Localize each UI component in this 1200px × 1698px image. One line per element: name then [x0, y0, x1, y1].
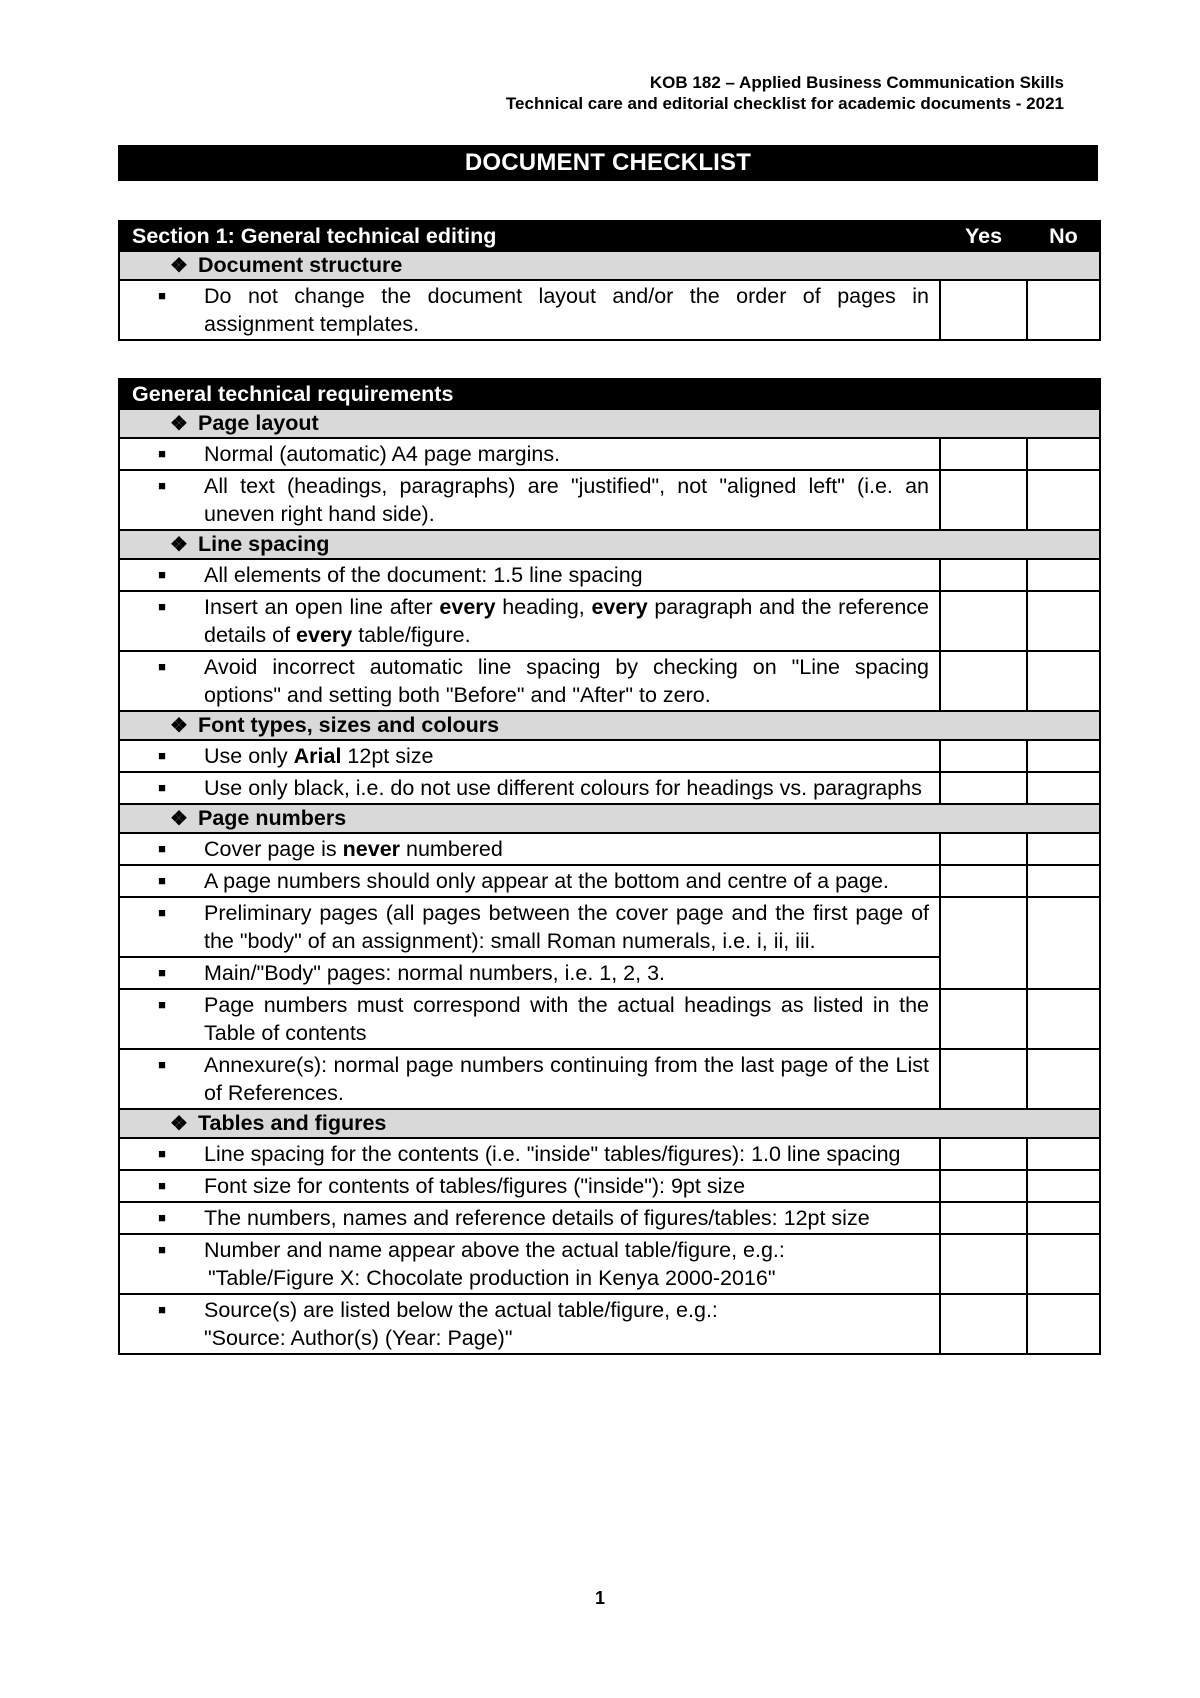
header-subtitle: Technical care and editorial checklist for academic documents - 2021	[505, 94, 1064, 113]
checklist-item-text: Avoid incorrect automatic line spacing by checking on "Line spacing options" and setting both "Before" and "After" to zero.	[204, 655, 929, 707]
checklist-item-text: Number and name appear above the actual table/figure, e.g.:	[204, 1238, 785, 1262]
yes-column-header: Yes	[940, 221, 1027, 251]
diamond-bullet-icon: ❖	[170, 413, 188, 435]
no-checkbox-cell[interactable]	[1027, 897, 1100, 989]
subsection-title: Line spacing	[198, 532, 330, 556]
checklist-item-text: All elements of the document: 1.5 line spacing	[204, 563, 643, 587]
yes-checkbox-cell[interactable]	[940, 438, 1027, 470]
section1-title: Section 1: General technical editing	[119, 221, 940, 251]
subsection-title: Document structure	[198, 253, 403, 277]
checklist-row	[119, 740, 1100, 772]
checklist-item-text: Use only Arial 12pt size	[204, 744, 434, 768]
no-checkbox-cell[interactable]	[1027, 559, 1100, 591]
checklist-item-text: All text (headings, paragraphs) are "justified", not "aligned left" (i.e. an uneven right hand side).	[204, 474, 929, 526]
yes-checkbox-cell[interactable]	[940, 1234, 1027, 1294]
yes-checkbox-cell[interactable]	[940, 1294, 1027, 1354]
checklist-row	[119, 833, 1100, 865]
checklist-item-text: Use only black, i.e. do not use different colours for headings vs. paragraphs	[204, 776, 922, 800]
no-checkbox-cell[interactable]	[1027, 591, 1100, 651]
checklist-item-text: Font size for contents of tables/figures ("inside"): 9pt size	[204, 1174, 746, 1198]
no-checkbox-cell[interactable]	[1027, 470, 1100, 530]
no-checkbox-cell[interactable]	[1027, 1202, 1100, 1234]
diamond-bullet-icon: ❖	[170, 255, 188, 277]
yes-checkbox-cell[interactable]	[940, 897, 1027, 989]
checklist-item-text: A page numbers should only appear at the bottom and centre of a page.	[204, 869, 889, 893]
yes-checkbox-cell[interactable]	[940, 280, 1027, 340]
yes-checkbox-cell[interactable]	[940, 1049, 1027, 1109]
no-checkbox-cell[interactable]	[1027, 1138, 1100, 1170]
checklist-item-example: "Source: Author(s) (Year: Page)"	[204, 1326, 513, 1350]
checklist-item-text: Line spacing for the contents (i.e. "inside" tables/figures): 1.0 line spacing	[204, 1142, 901, 1166]
section1-table	[118, 220, 1101, 341]
square-bullet-icon: ■	[158, 873, 166, 888]
diamond-bullet-icon: ❖	[170, 1113, 188, 1135]
checklist-item-text: Insert an open line after every heading, every paragraph and the reference details of every table/figure.	[204, 595, 929, 647]
yes-checkbox-cell[interactable]	[940, 559, 1027, 591]
checklist-item-text: The numbers, names and reference details of figures/tables: 12pt size	[204, 1206, 870, 1230]
yes-checkbox-cell[interactable]	[940, 1170, 1027, 1202]
document-header	[506, 72, 1064, 114]
square-bullet-icon: ■	[158, 997, 166, 1012]
subsection-title: Page numbers	[198, 806, 347, 830]
square-bullet-icon: ■	[158, 659, 166, 674]
section1-header-row	[119, 221, 1100, 251]
checklist-item-text: Cover page is never numbered	[204, 837, 503, 861]
square-bullet-icon: ■	[158, 446, 166, 461]
square-bullet-icon: ■	[158, 1242, 166, 1257]
yes-checkbox-cell[interactable]	[940, 865, 1027, 897]
diamond-bullet-icon: ❖	[170, 534, 188, 556]
subsection-row	[119, 711, 1100, 740]
subsection-title: Tables and figures	[198, 1111, 387, 1135]
checklist-row	[119, 1138, 1100, 1170]
checklist-row	[119, 651, 1100, 711]
square-bullet-icon: ■	[158, 780, 166, 795]
yes-checkbox-cell[interactable]	[940, 1202, 1027, 1234]
square-bullet-icon: ■	[158, 965, 166, 980]
subsection-title: Font types, sizes and colours	[198, 713, 500, 737]
yes-checkbox-cell[interactable]	[940, 833, 1027, 865]
yes-checkbox-cell[interactable]	[940, 591, 1027, 651]
checklist-row	[119, 1049, 1100, 1109]
checklist-row	[119, 1234, 1100, 1294]
checklist-row	[119, 772, 1100, 804]
checklist-row	[119, 897, 1100, 957]
no-checkbox-cell[interactable]	[1027, 1294, 1100, 1354]
square-bullet-icon: ■	[158, 1302, 166, 1317]
square-bullet-icon: ■	[158, 478, 166, 493]
square-bullet-icon: ■	[158, 1146, 166, 1161]
subsection-row	[119, 530, 1100, 559]
no-checkbox-cell[interactable]	[1027, 651, 1100, 711]
no-checkbox-cell[interactable]	[1027, 989, 1100, 1049]
checklist-item-text: Main/"Body" pages: normal numbers, i.e. 1, 2, 3.	[204, 961, 666, 985]
square-bullet-icon: ■	[158, 905, 166, 920]
checklist-item-example: "Table/Figure X: Chocolate production in Kenya 2000-2016"	[208, 1266, 776, 1290]
square-bullet-icon: ■	[158, 1178, 166, 1193]
section2-title: General technical requirements	[119, 379, 1100, 409]
checklist-row	[119, 280, 1100, 340]
document-title: DOCUMENT CHECKLIST	[118, 145, 1098, 181]
square-bullet-icon: ■	[158, 841, 166, 856]
checklist-item-text: Normal (automatic) A4 page margins.	[204, 442, 561, 466]
checklist-row	[119, 989, 1100, 1049]
diamond-bullet-icon: ❖	[170, 808, 188, 830]
subsection-row	[119, 1109, 1100, 1138]
square-bullet-icon: ■	[158, 567, 166, 582]
subsection-title: Page layout	[198, 411, 319, 435]
header-course-title: KOB 182 – Applied Business Communication Skills	[649, 73, 1064, 92]
square-bullet-icon: ■	[158, 288, 166, 303]
section2-header-row	[119, 379, 1100, 409]
yes-checkbox-cell[interactable]	[940, 470, 1027, 530]
checklist-item-text: Preliminary pages (all pages between the cover page and the first page of the "body" of an assignment): small Roman numerals, i.e. i, ii, iii.	[204, 901, 929, 953]
checklist-row	[119, 591, 1100, 651]
square-bullet-icon: ■	[158, 1210, 166, 1225]
no-checkbox-cell[interactable]	[1027, 1170, 1100, 1202]
checklist-row	[119, 1170, 1100, 1202]
checklist-row	[119, 470, 1100, 530]
checklist-item-text: Annexure(s): normal page numbers continuing from the last page of the List of References.	[204, 1053, 929, 1105]
square-bullet-icon: ■	[158, 599, 166, 614]
section2-table	[118, 378, 1101, 1355]
no-checkbox-cell[interactable]	[1027, 772, 1100, 804]
no-checkbox-cell[interactable]	[1027, 280, 1100, 340]
checklist-row	[119, 438, 1100, 470]
no-checkbox-cell[interactable]	[1027, 833, 1100, 865]
square-bullet-icon: ■	[158, 1057, 166, 1072]
checklist-row	[119, 865, 1100, 897]
yes-checkbox-cell[interactable]	[940, 772, 1027, 804]
subsection-row	[119, 251, 1100, 280]
diamond-bullet-icon: ❖	[170, 715, 188, 737]
no-column-header: No	[1027, 221, 1100, 251]
yes-checkbox-cell[interactable]	[940, 989, 1027, 1049]
subsection-row	[119, 804, 1100, 833]
yes-checkbox-cell[interactable]	[940, 651, 1027, 711]
square-bullet-icon: ■	[158, 748, 166, 763]
checklist-row	[119, 1202, 1100, 1234]
yes-checkbox-cell[interactable]	[940, 740, 1027, 772]
checklist-item-text: Page numbers must correspond with the actual headings as listed in the Table of contents	[204, 993, 929, 1045]
page-number: 1	[594, 1588, 605, 1608]
checklist-item-text: Do not change the document layout and/or the order of pages in assignment templates.	[204, 284, 929, 336]
checklist-row	[119, 559, 1100, 591]
yes-checkbox-cell[interactable]	[940, 1138, 1027, 1170]
checklist-item-text: Source(s) are listed below the actual table/figure, e.g.:	[204, 1298, 718, 1322]
no-checkbox-cell[interactable]	[1027, 740, 1100, 772]
no-checkbox-cell[interactable]	[1027, 1234, 1100, 1294]
no-checkbox-cell[interactable]	[1027, 865, 1100, 897]
no-checkbox-cell[interactable]	[1027, 1049, 1100, 1109]
no-checkbox-cell[interactable]	[1027, 438, 1100, 470]
checklist-row	[119, 1294, 1100, 1354]
subsection-row	[119, 409, 1100, 438]
